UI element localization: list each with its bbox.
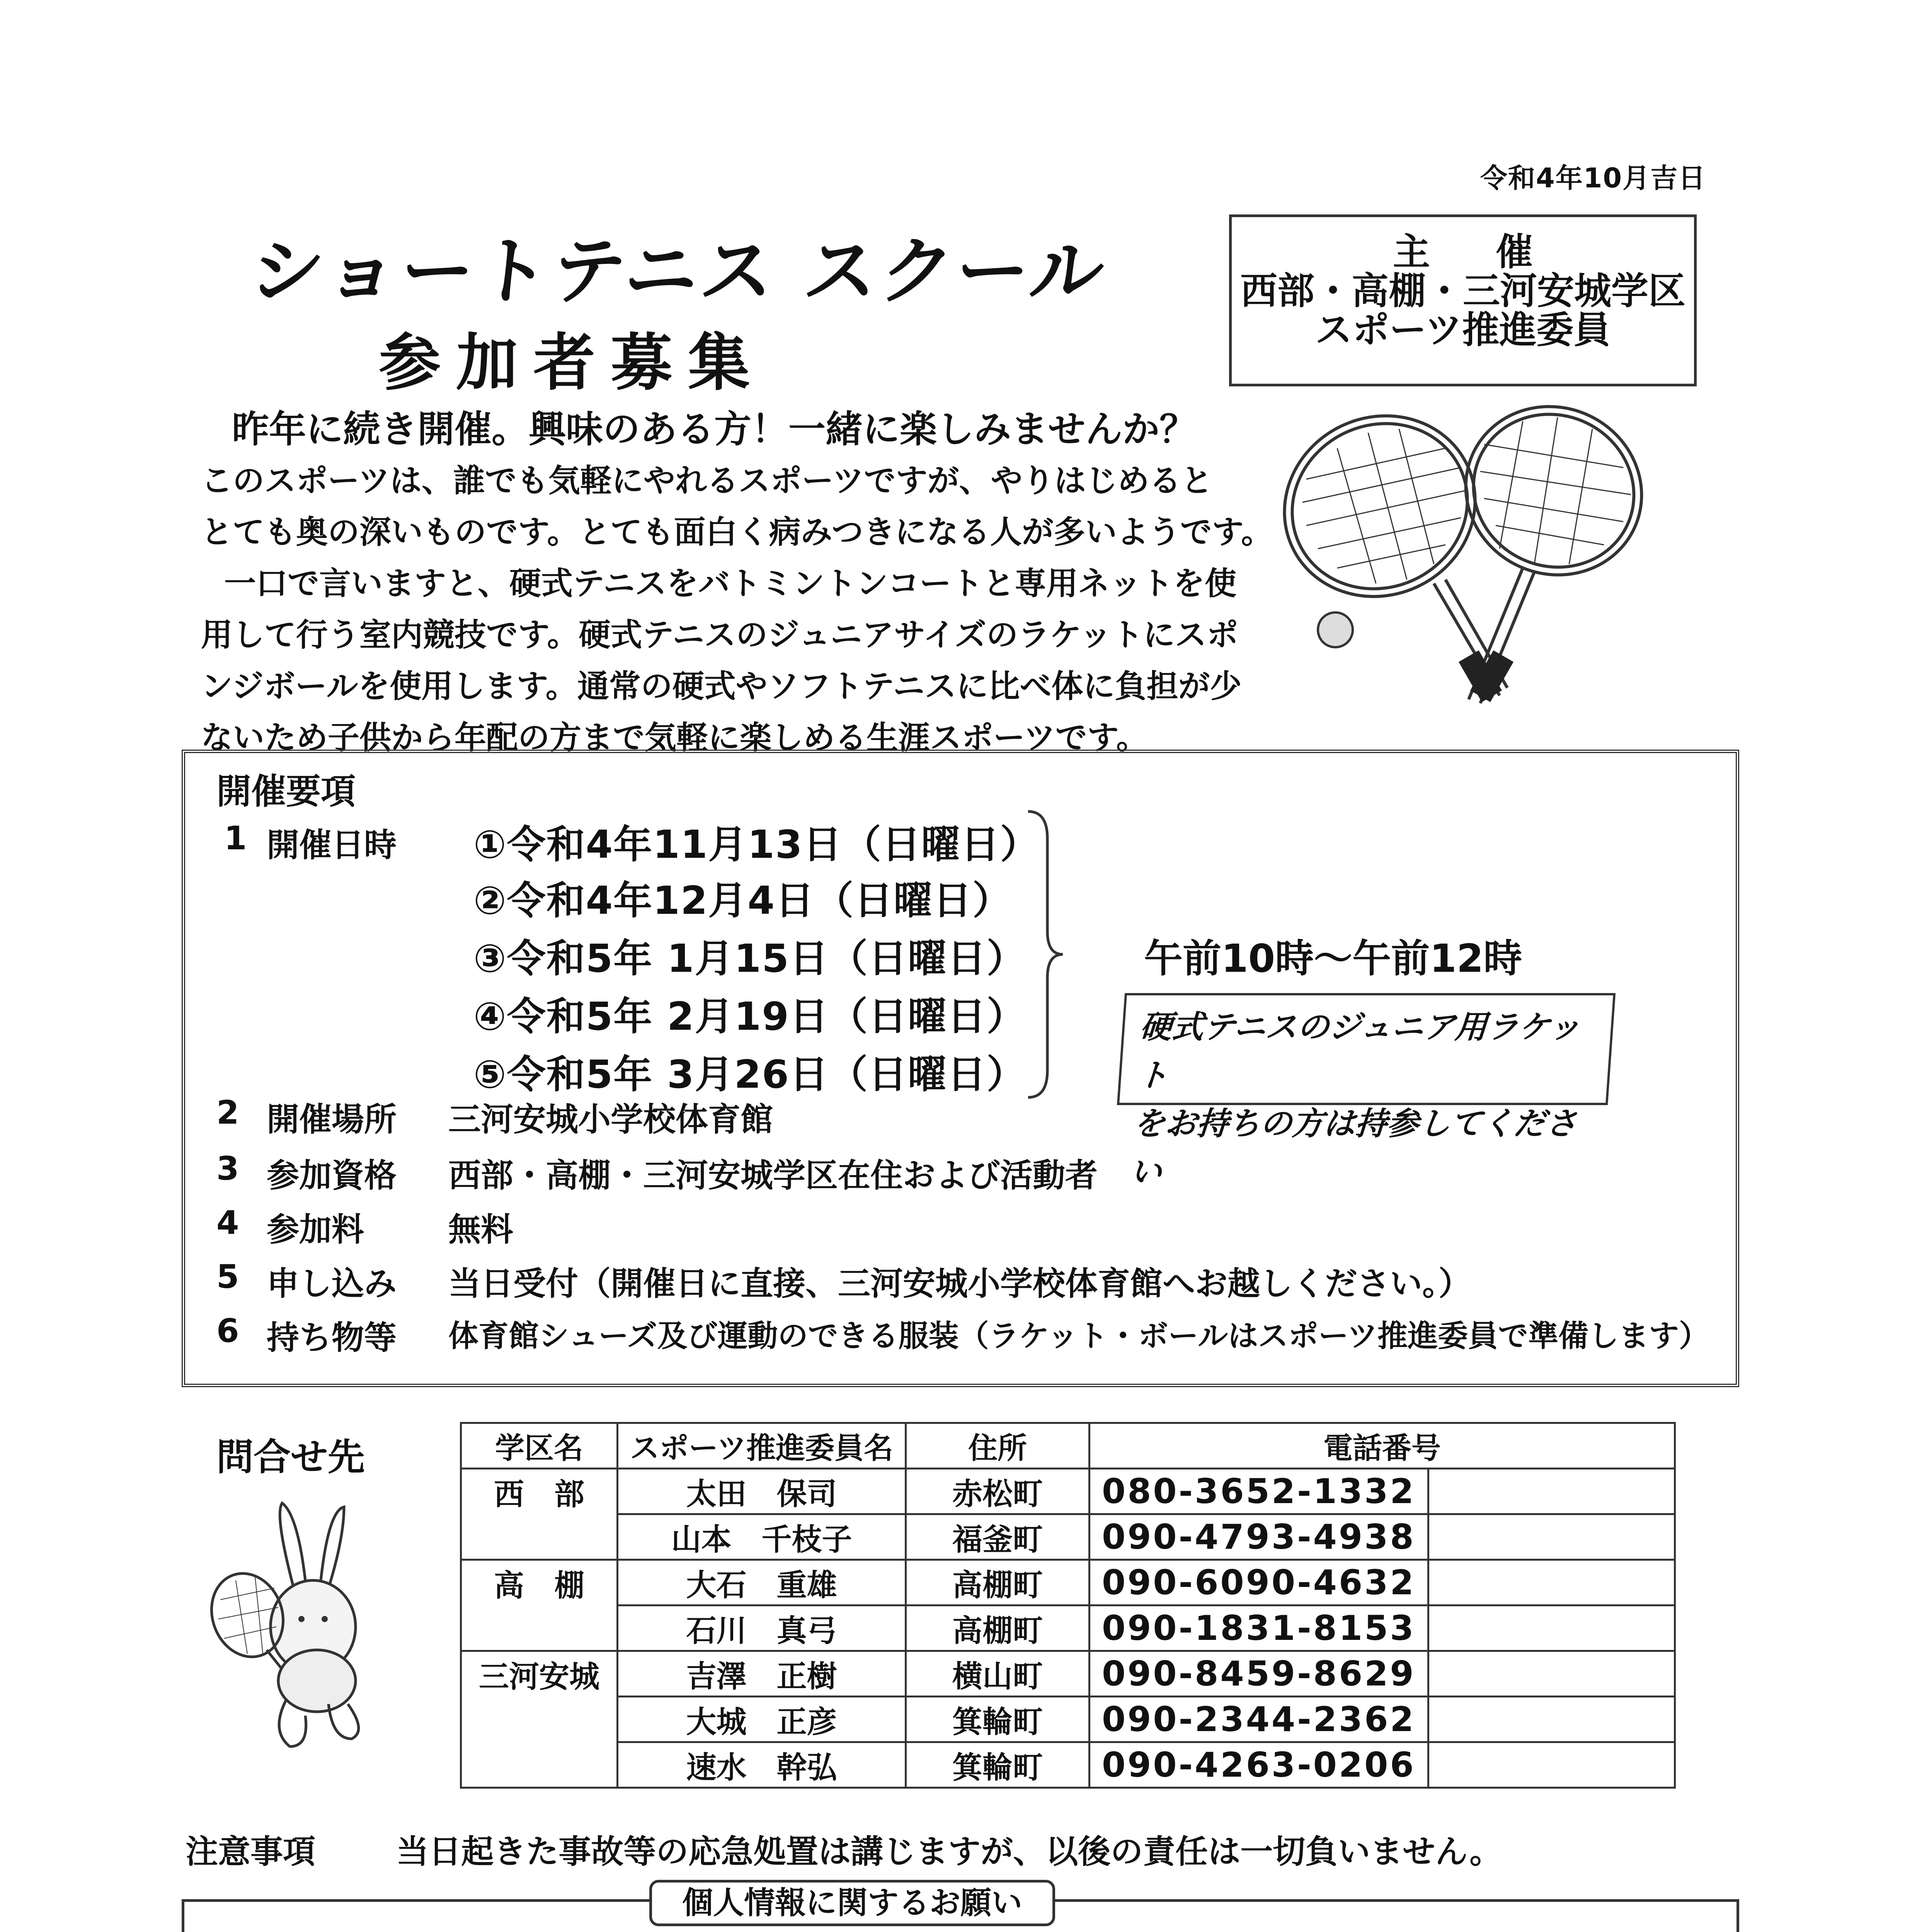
table-row — [461, 1469, 1675, 1514]
address-cell: 赤松町 — [906, 1469, 1089, 1514]
page-title: ショートテニス スクール — [246, 229, 1110, 314]
intro-line: ンジボールを使用します。通常の硬式やソフトテニスに比べ体に負担が少 — [201, 668, 1242, 705]
contact-header-row — [461, 1423, 1675, 1469]
item-value: 当日受付（開催日に直接、三河安城小学校体育館へお越しください。） — [448, 1265, 1471, 1303]
table-row — [461, 1560, 1675, 1605]
district-cell — [461, 1605, 618, 1651]
phone-cell: 090-1831-8153 — [1089, 1605, 1428, 1651]
name-cell: 速水 幹弘 — [618, 1742, 906, 1788]
phone-cell: 090-6090-4632 — [1089, 1560, 1428, 1605]
item-number: 1 — [224, 819, 247, 857]
header-name: スポーツ推進委員名 — [618, 1423, 906, 1469]
blank-cell — [1428, 1514, 1675, 1560]
issue-date: 令和4年10月吉日 — [1480, 162, 1706, 194]
sponsor-districts: 西部・高棚・三河安城学区 — [1240, 269, 1685, 313]
intro-line: 用して行う室内競技です。硬式テニスのジュニアサイズのラケットにスポ — [201, 617, 1238, 653]
contact-table — [460, 1422, 1676, 1789]
rabbit-mascot-illustration — [205, 1499, 414, 1762]
item-value: 三河安城小学校体育館 — [448, 1100, 773, 1138]
address-cell: 箕輪町 — [906, 1697, 1089, 1742]
table-row — [461, 1697, 1675, 1742]
item-number: 2 — [216, 1094, 239, 1131]
address-cell: 高棚町 — [906, 1605, 1089, 1651]
name-cell: 大石 重雄 — [618, 1560, 906, 1605]
intro-line: ないため子供から年配の方まで気軽に楽しめる生涯スポーツです。 — [201, 719, 1148, 756]
header-district: 学区名 — [461, 1423, 618, 1469]
item-label: 持ち物等 — [267, 1319, 397, 1357]
district-cell — [461, 1742, 618, 1788]
district-cell: 高 棚 — [461, 1560, 618, 1605]
schedule-date: ②令和4年12月4日（日曜日） — [473, 878, 1012, 923]
caution — [186, 1826, 1502, 1872]
table-row — [461, 1651, 1675, 1697]
table-row — [461, 1605, 1675, 1651]
schedule-date: ⑤令和5年 3月26日（日曜日） — [473, 1052, 1026, 1097]
address-cell: 横山町 — [906, 1651, 1089, 1697]
tennis-rackets-illustration — [1252, 402, 1697, 723]
phone-cell: 080-3652-1332 — [1089, 1469, 1428, 1514]
racket-note — [1117, 993, 1616, 1190]
sponsor-label: 主催 — [1393, 230, 1599, 274]
intro-lead: 昨年に続き開催。興味のある方！一緒に楽しみませんか？ — [232, 408, 1197, 451]
caution-label: 注意事項 — [186, 1833, 316, 1871]
schedule-date: ④令和5年 2月19日（日曜日） — [473, 994, 1026, 1039]
item-label: 参加料 — [267, 1211, 364, 1248]
intro-text — [201, 404, 1314, 764]
header-address: 住所 — [906, 1423, 1089, 1469]
phone-cell: 090-4793-4938 — [1089, 1514, 1428, 1560]
overview-heading: 開催要項 — [216, 771, 356, 812]
caution-text: 当日起きた事故等の応急処置は講じますが、以後の責任は一切負いません。 — [396, 1833, 1502, 1871]
phone-cell: 090-4263-0206 — [1089, 1742, 1428, 1788]
item-label: 参加資格 — [267, 1156, 397, 1194]
racket-note-line: 硬式テニスのジュニア用ラケット — [1135, 1009, 1582, 1094]
district-cell — [461, 1697, 618, 1742]
phone-cell: 090-2344-2362 — [1089, 1697, 1428, 1742]
privacy-title: 個人情報に関するお願い — [649, 1880, 1055, 1926]
racket-note-line: をお持ちの方は持参してください — [1129, 1105, 1578, 1190]
item-label: 申し込み — [267, 1265, 397, 1303]
blank-cell — [1428, 1697, 1675, 1742]
blank-cell — [1428, 1469, 1675, 1514]
table-row — [461, 1514, 1675, 1560]
intro-line: 一口で言いますと、硬式テニスをバトミントンコートと専用ネットを使 — [224, 565, 1237, 602]
item-label: 開催場所 — [267, 1100, 397, 1138]
district-cell — [461, 1514, 618, 1560]
blank-cell — [1428, 1651, 1675, 1697]
header-phone: 電話番号 — [1089, 1423, 1675, 1469]
address-cell: 高棚町 — [906, 1560, 1089, 1605]
name-cell: 石川 真弓 — [618, 1605, 906, 1651]
name-cell: 吉澤 正樹 — [618, 1651, 906, 1697]
item-number: 6 — [216, 1312, 239, 1350]
phone-cell: 090-8459-8629 — [1089, 1651, 1428, 1697]
intro-line: とても奥の深いものです。とても面白く病みつきになる人が多いようです。 — [201, 514, 1273, 551]
sponsor-committee: スポーツ推進委員 — [1315, 308, 1611, 352]
item-number: 5 — [216, 1258, 239, 1296]
item-value: 西部・高棚・三河安城学区在住および活動者 — [448, 1156, 1098, 1194]
page-subtitle: 参加者募集 — [379, 327, 766, 399]
event-time: 午前10時～午前12時 — [1144, 936, 1522, 981]
blank-cell — [1428, 1605, 1675, 1651]
item-value: 体育館シューズ及び運動のできる服装（ラケット・ボールはスポーツ推進委員で準備します） — [448, 1319, 1709, 1354]
intro-line: このスポーツは、誰でも気軽にやれるスポーツですが、やりはじめると — [201, 463, 1213, 499]
address-cell: 箕輪町 — [906, 1742, 1089, 1788]
address-cell: 福釜町 — [906, 1514, 1089, 1560]
district-cell: 三河安城 — [461, 1651, 618, 1697]
blank-cell — [1428, 1560, 1675, 1605]
item-number: 3 — [216, 1150, 239, 1187]
table-row — [461, 1742, 1675, 1788]
blank-cell — [1428, 1742, 1675, 1788]
schedule-date: ③令和5年 1月15日（日曜日） — [473, 936, 1026, 981]
schedule-brace — [1024, 808, 1071, 1101]
schedule-date: ①令和4年11月13日（日曜日） — [473, 822, 1040, 867]
sponsor-box — [1229, 214, 1697, 386]
contact-title: 問合せ先 — [216, 1435, 365, 1479]
item-value: 無料 — [448, 1211, 514, 1248]
district-cell: 西 部 — [461, 1469, 618, 1514]
name-cell: 太田 保司 — [618, 1469, 906, 1514]
name-cell: 山本 千枝子 — [618, 1514, 906, 1560]
name-cell: 大城 正彦 — [618, 1697, 906, 1742]
item-number: 4 — [216, 1204, 239, 1242]
item-label-datetime: 開催日時 — [267, 826, 397, 864]
